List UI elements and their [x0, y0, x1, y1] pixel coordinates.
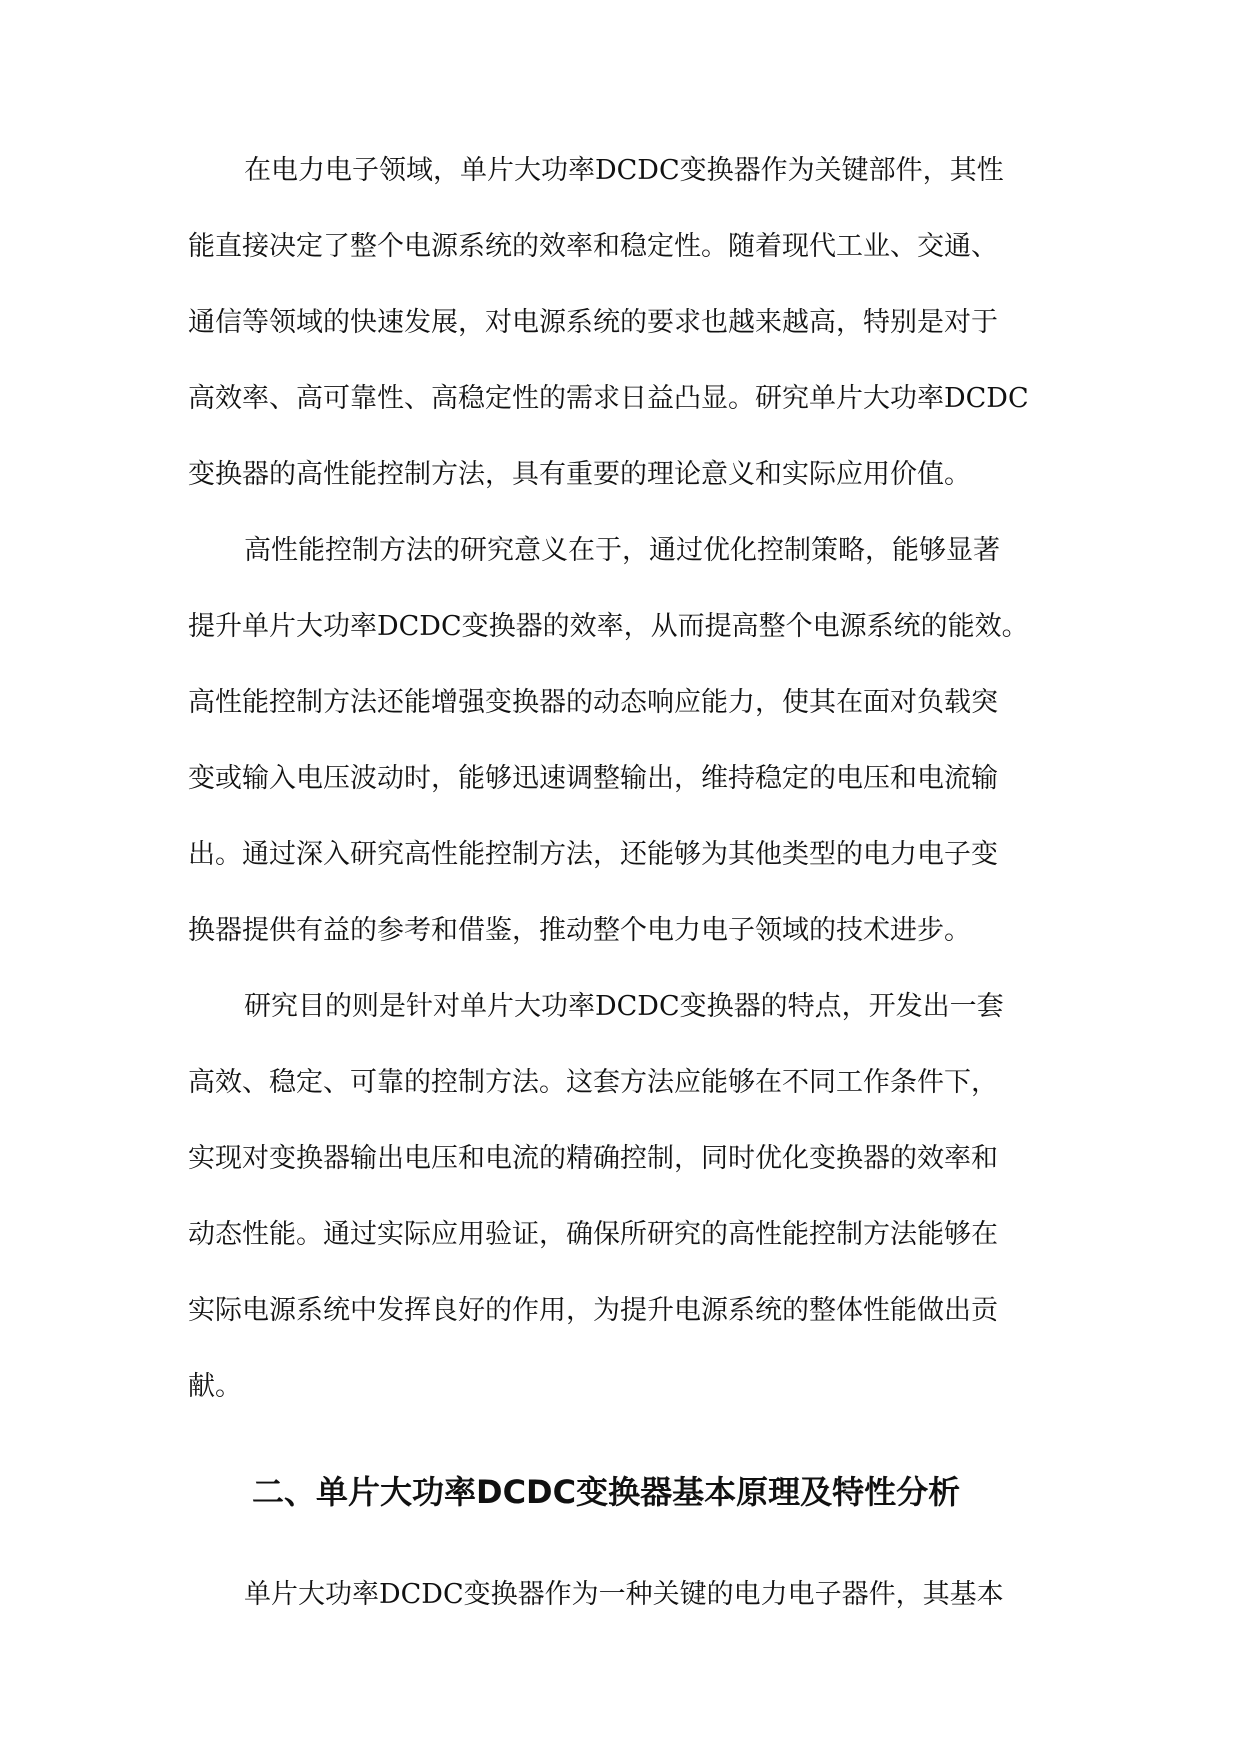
paragraph-line: 高效率、高可靠性、高稳定性的需求日益凸显。研究单片大功率DCDC — [188, 383, 1029, 414]
paragraph-line: 单片大功率DCDC变换器作为一种关键的电力电子器件，其基本 — [244, 1579, 1004, 1610]
paragraph-line: 变或输入电压波动时，能够迅速调整输出，维持稳定的电压和电流输 — [188, 763, 998, 794]
paragraph-line: 能直接决定了整个电源系统的效率和稳定性。随着现代工业、交通、 — [188, 231, 998, 262]
paragraph-line: 研究目的则是针对单片大功率DCDC变换器的特点，开发出一套 — [244, 991, 1004, 1022]
section-heading: 二、单片大功率DCDC变换器基本原理及特性分析 — [252, 1473, 961, 1511]
paragraph-line: 变换器的高性能控制方法，具有重要的理论意义和实际应用价值。 — [188, 459, 971, 490]
paragraph-line: 动态性能。通过实际应用验证，确保所研究的高性能控制方法能够在 — [188, 1219, 998, 1250]
paragraph-4 — [188, 1557, 1068, 1633]
paragraph-1 — [188, 133, 1068, 513]
paragraph-line: 实现对变换器输出电压和电流的精确控制，同时优化变换器的效率和 — [188, 1143, 998, 1174]
paragraph-line: 实际电源系统中发挥良好的作用，为提升电源系统的整体性能做出贡 — [188, 1295, 998, 1326]
paragraph-line: 通信等领域的快速发展，对电源系统的要求也越来越高，特别是对于 — [188, 307, 998, 338]
paragraph-3 — [188, 969, 1068, 1425]
paragraph-line: 高效、稳定、可靠的控制方法。这套方法应能够在不同工作条件下， — [188, 1067, 998, 1098]
paragraph-line: 高性能控制方法还能增强变换器的动态响应能力，使其在面对负载突 — [188, 687, 998, 718]
paragraph-2 — [188, 513, 1068, 969]
paragraph-line: 换器提供有益的参考和借鉴，推动整个电力电子领域的技术进步。 — [188, 915, 971, 946]
paragraph-line: 提升单片大功率DCDC变换器的效率，从而提高整个电源系统的能效。 — [188, 611, 1029, 642]
paragraph-line: 高性能控制方法的研究意义在于，通过优化控制策略，能够显著 — [244, 535, 1000, 566]
paragraph-line: 献。 — [188, 1371, 242, 1402]
paragraph-line: 在电力电子领域，单片大功率DCDC变换器作为关键部件，其性 — [244, 155, 1004, 186]
paragraph-line: 出。通过深入研究高性能控制方法，还能够为其他类型的电力电子变 — [188, 839, 998, 870]
